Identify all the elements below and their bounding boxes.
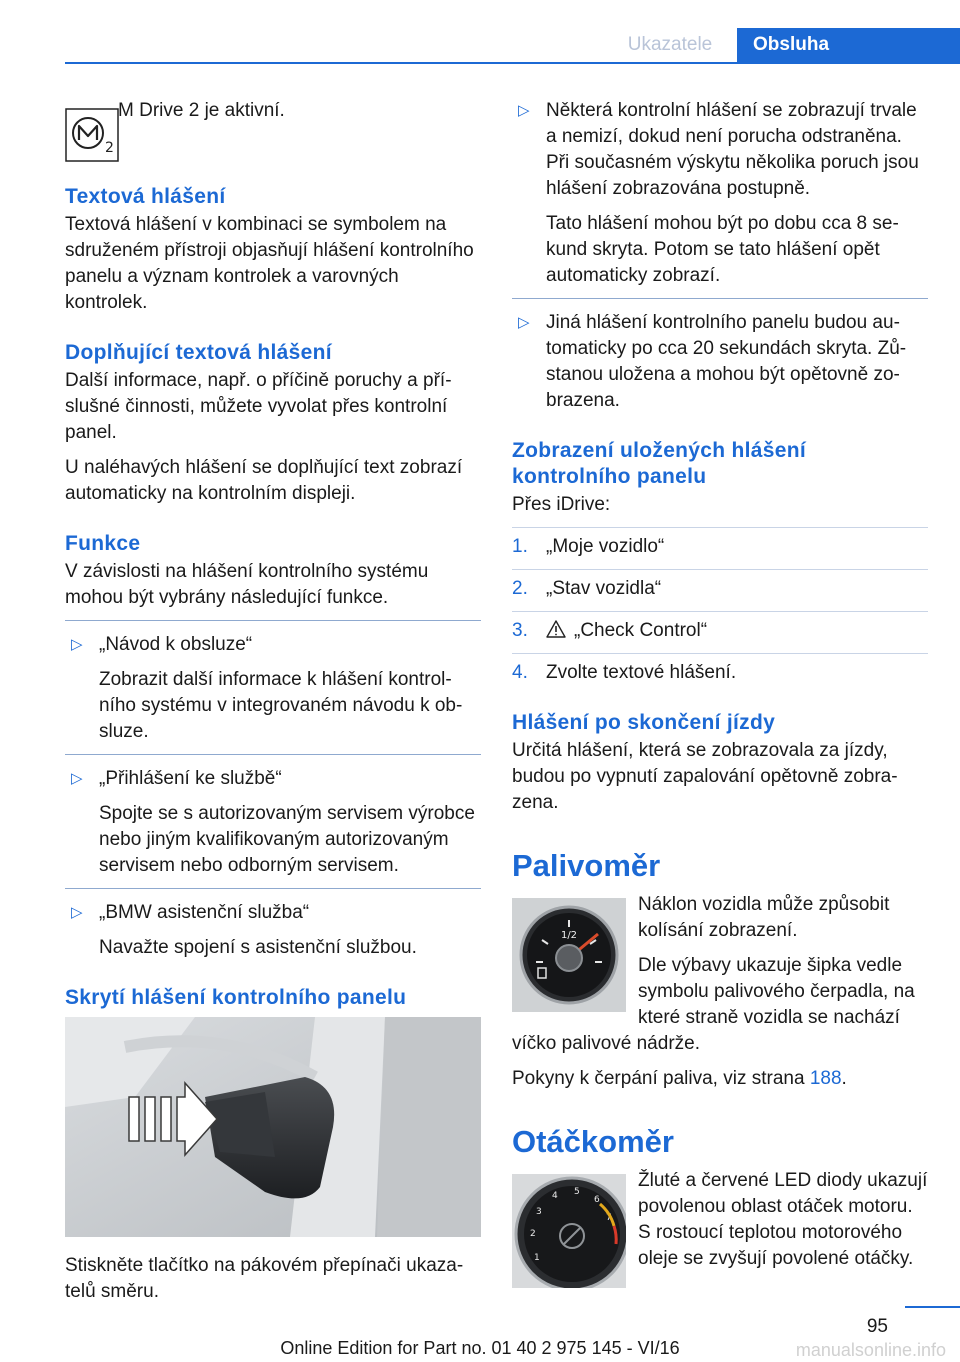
functions-body: V závislosti na hlášení kontrolního systému mohou být vybrány následující funkce. — [65, 561, 429, 608]
heading-fuel-gauge: Palivoměr — [512, 848, 661, 883]
list-item-text: Tato hlášení mohou být po dobu cca 8 sekund skryta. Potom se tato hlášení opět automaticky zobrazí. — [546, 213, 899, 286]
edition-footer: Online Edition for Part no. 01 40 2 975 145 - VI/16 — [280, 1338, 680, 1358]
step-text-with-icon — [546, 618, 928, 644]
turn-signal-lever-photo — [65, 1017, 481, 1237]
section-title-extra-messages: Doplňující textová hlášení — [65, 341, 332, 364]
list-divider — [512, 527, 928, 528]
hide-messages-caption: Stiskněte tlačítko na pákovém přepínači ukazatelů směru. — [65, 1255, 464, 1302]
list-item-desc: Zobrazit další informace k hlášení kontrolního systému v integrovaném návodu k obsluze. — [99, 669, 463, 742]
watermark: manualsonline.info — [795, 1340, 946, 1360]
tachometer-image — [512, 1174, 626, 1288]
step-number: 4. — [512, 662, 528, 683]
fuel-p3 — [512, 1066, 928, 1092]
bullet-triangle-icon: ▷ — [71, 770, 83, 787]
list-item — [512, 98, 928, 289]
section-title-functions: Funkce — [65, 532, 141, 555]
step-item — [512, 660, 928, 686]
footer-divider — [905, 1306, 960, 1308]
svg-text:1: 1 — [534, 1253, 540, 1263]
svg-text:4: 4 — [552, 1191, 558, 1201]
list-item — [65, 900, 481, 961]
list-item-title: „Návod k obsluze“ — [99, 634, 253, 655]
list-item — [65, 632, 481, 745]
step-item — [512, 576, 928, 602]
fuel-p3-suffix: . — [841, 1068, 847, 1089]
tachometer-body: Žluté a červené LED diody ukazují povolenou oblast otáček motoru. S rostoucí teplotou motorového oleje se zvyšují povolené otáčky. — [638, 1170, 928, 1269]
after-drive-body: Určitá hlášení, která se zobrazovala za jízdy, budou po vypnutí zapalování opětovně zobrazena. — [512, 740, 898, 813]
step-text: Zvolte textové hlášení. — [546, 662, 737, 683]
svg-text:6: 6 — [594, 1195, 600, 1205]
tab-ukazatele[interactable]: Ukazatele — [627, 34, 713, 55]
list-divider — [512, 611, 928, 612]
page-header — [0, 0, 960, 62]
page-number: 95 — [866, 1316, 888, 1337]
svg-text:2: 2 — [530, 1229, 536, 1239]
extra-messages-p2: U naléhavých hlášení se doplňující text zobrazí automaticky na kontrolním displeji. — [65, 457, 463, 504]
heading-tachometer: Otáčkoměr — [512, 1124, 674, 1159]
section-title-hide-messages: Skrytí hlášení kontrolního panelu — [65, 986, 407, 1009]
fuel-p1: Náklon vozidla může způsobit kolísání zobrazení. — [638, 894, 890, 941]
svg-text:3: 3 — [536, 1207, 542, 1217]
section-title-after-drive: Hlášení po skončení jízdy — [512, 711, 776, 734]
tachometer-block — [512, 1168, 928, 1294]
mdrive-note-text: M Drive 2 je aktivní. — [118, 100, 285, 121]
left-column — [65, 98, 481, 1314]
step-item — [512, 534, 928, 560]
list-item-text: Některá kontrolní hlášení se zobrazují trvale a nemizí, dokud není porucha odstraněna. Při současném výskytu několika poruch jsou hlášení zobrazována postupně. — [546, 100, 919, 199]
bullet-triangle-icon: ▷ — [71, 904, 83, 921]
list-divider — [512, 298, 928, 299]
svg-text:2: 2 — [105, 140, 114, 156]
warning-triangle-icon — [546, 620, 566, 638]
fuel-gauge-half-label: 1/2 — [560, 930, 578, 941]
list-divider — [65, 888, 481, 889]
list-divider — [512, 569, 928, 570]
fuel-p3-prefix: Pokyny k čerpání paliva, viz strana — [512, 1068, 810, 1089]
stored-intro: Přes iDrive: — [512, 494, 611, 515]
svg-text:5: 5 — [574, 1187, 580, 1197]
tab-obsluha[interactable]: Obsluha — [737, 28, 960, 62]
m-drive-2-icon — [65, 108, 119, 162]
bullet-triangle-icon: ▷ — [71, 636, 83, 653]
list-divider — [65, 620, 481, 621]
step-number: 1. — [512, 536, 528, 557]
text-messages-body: Textová hlášení v kombinaci se symbolem na sdruženém přístroji objasňují hlášení kontrolního panelu a význam kontrolek a varovných kontrolek. — [65, 214, 474, 313]
list-item-title: „BMW asistenční služba“ — [99, 902, 310, 923]
bullet-triangle-icon: ▷ — [518, 314, 530, 331]
section-title-text-messages: Textová hlášení — [65, 185, 226, 208]
step-number: 2. — [512, 578, 528, 599]
section-title-stored-messages: Zobrazení uložených hlášení kontrolního panelu — [512, 439, 806, 488]
list-item-desc: Navažte spojení s asistenční službou. — [99, 937, 417, 958]
right-column — [512, 98, 928, 1294]
step-text: „Stav vozidla“ — [546, 578, 662, 599]
step-text: „Moje vozidlo“ — [546, 536, 665, 557]
list-divider — [512, 653, 928, 654]
list-item — [512, 310, 928, 414]
list-item — [65, 766, 481, 879]
list-divider — [65, 754, 481, 755]
step-item — [512, 618, 928, 644]
extra-messages-p1: Další informace, např. o příčině poruchy a příslušné činnosti, můžete vyvolat přes kontrolní panel. — [65, 370, 452, 443]
svg-text:7: 7 — [606, 1213, 612, 1223]
step-text: „Check Control“ — [574, 620, 708, 641]
page-ref-link[interactable]: 188 — [809, 1068, 842, 1089]
mdrive-note — [65, 98, 481, 164]
bullet-triangle-icon: ▷ — [518, 102, 530, 119]
list-item-text: Jiná hlášení kontrolního panelu budou automaticky po cca 20 sekundách skryta. Zůstanou uložena a mohou být opětovně zobrazena. — [546, 312, 907, 411]
fuel-p2: Dle výbavy ukazuje šipka vedle symbolu palivového čerpadla, na které straně vozidla se nachází víčko palivové nádrže. — [512, 955, 915, 1054]
fuel-gauge-block — [512, 892, 928, 1066]
step-number: 3. — [512, 620, 528, 641]
list-item-title: „Přihlášení ke službě“ — [99, 768, 282, 789]
header-divider — [65, 62, 960, 64]
fuel-gauge-image — [512, 898, 626, 1012]
list-item-desc: Spojte se s autorizovaným servisem výrobce nebo jiným kvalifikovaným autorizovaným servisem nebo odborným servisem. — [99, 803, 475, 876]
